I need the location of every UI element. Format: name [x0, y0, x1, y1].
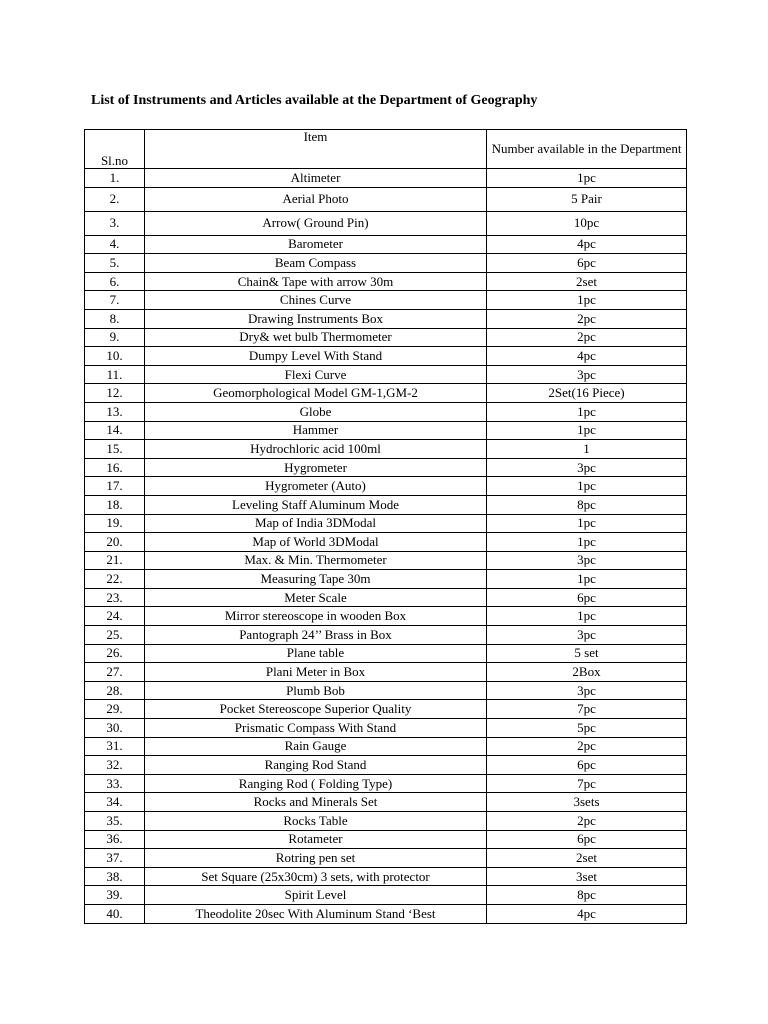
cell-sl-no: 30. [85, 719, 145, 738]
cell-item: Beam Compass [145, 254, 487, 273]
table-row [85, 812, 687, 831]
cell-sl-no: 20. [85, 533, 145, 552]
table-row [85, 607, 687, 626]
cell-item: Drawing Instruments Box [145, 309, 487, 328]
cell-sl-no: 12. [85, 384, 145, 403]
header-item: Item [145, 130, 487, 169]
cell-item: Map of World 3DModal [145, 533, 487, 552]
cell-item: Ranging Rod ( Folding Type) [145, 774, 487, 793]
table-row [85, 495, 687, 514]
cell-sl-no: 7. [85, 291, 145, 310]
cell-number: 1pc [487, 402, 687, 421]
cell-number: 3pc [487, 551, 687, 570]
cell-item: Prismatic Compass With Stand [145, 719, 487, 738]
table-row [85, 570, 687, 589]
cell-item: Rain Gauge [145, 737, 487, 756]
table-row [85, 533, 687, 552]
cell-sl-no: 25. [85, 626, 145, 645]
cell-sl-no: 36. [85, 830, 145, 849]
cell-sl-no: 11. [85, 365, 145, 384]
cell-item: Spirit Level [145, 886, 487, 905]
cell-item: Hygrometer (Auto) [145, 477, 487, 496]
table-row [85, 347, 687, 366]
cell-item: Rocks Table [145, 812, 487, 831]
cell-sl-no: 38. [85, 867, 145, 886]
cell-sl-no: 1. [85, 169, 145, 188]
cell-sl-no: 31. [85, 737, 145, 756]
cell-item: Chines Curve [145, 291, 487, 310]
header-number-available: Number available in the Department [487, 130, 687, 169]
cell-item: Rocks and Minerals Set [145, 793, 487, 812]
cell-item: Hydrochloric acid 100ml [145, 440, 487, 459]
cell-item: Hygrometer [145, 458, 487, 477]
table-row [85, 309, 687, 328]
cell-item: Flexi Curve [145, 365, 487, 384]
table-row [85, 588, 687, 607]
cell-number: 2set [487, 272, 687, 291]
cell-sl-no: 22. [85, 570, 145, 589]
cell-item: Dry& wet bulb Thermometer [145, 328, 487, 347]
cell-number: 3pc [487, 365, 687, 384]
cell-sl-no: 15. [85, 440, 145, 459]
cell-sl-no: 16. [85, 458, 145, 477]
table-row [85, 169, 687, 188]
table-header-row [85, 130, 687, 169]
cell-sl-no: 18. [85, 495, 145, 514]
cell-number: 1pc [487, 169, 687, 188]
cell-item: Rotring pen set [145, 849, 487, 868]
table-row [85, 663, 687, 682]
cell-number: 5 Pair [487, 187, 687, 211]
cell-number: 1pc [487, 570, 687, 589]
table-row [85, 421, 687, 440]
cell-sl-no: 34. [85, 793, 145, 812]
cell-item: Plani Meter in Box [145, 663, 487, 682]
table-row [85, 211, 687, 235]
cell-item: Rotameter [145, 830, 487, 849]
cell-number: 1pc [487, 514, 687, 533]
cell-item: Dumpy Level With Stand [145, 347, 487, 366]
cell-sl-no: 32. [85, 756, 145, 775]
cell-sl-no: 2. [85, 187, 145, 211]
cell-item: Altimeter [145, 169, 487, 188]
table-body [85, 169, 687, 924]
cell-item: Mirror stereoscope in wooden Box [145, 607, 487, 626]
cell-number: 3pc [487, 681, 687, 700]
cell-sl-no: 21. [85, 551, 145, 570]
cell-item: Barometer [145, 235, 487, 254]
cell-number: 4pc [487, 347, 687, 366]
cell-sl-no: 6. [85, 272, 145, 291]
cell-item: Meter Scale [145, 588, 487, 607]
table-row [85, 402, 687, 421]
cell-item: Pocket Stereoscope Superior Quality [145, 700, 487, 719]
cell-item: Map of India 3DModal [145, 514, 487, 533]
cell-number: 2set [487, 849, 687, 868]
table-row [85, 644, 687, 663]
page-title: List of Instruments and Articles available at the Department of Geography [91, 93, 538, 108]
table-row [85, 187, 687, 211]
cell-item: Geomorphological Model GM-1,GM-2 [145, 384, 487, 403]
table-row [85, 458, 687, 477]
cell-sl-no: 27. [85, 663, 145, 682]
table-row [85, 886, 687, 905]
cell-item: Chain& Tape with arrow 30m [145, 272, 487, 291]
cell-number: 1pc [487, 533, 687, 552]
table-row [85, 328, 687, 347]
table-row [85, 551, 687, 570]
cell-item: Arrow( Ground Pin) [145, 211, 487, 235]
cell-item: Theodolite 20sec With Aluminum Stand ‘Best [145, 904, 487, 923]
table-row [85, 830, 687, 849]
table-row [85, 681, 687, 700]
cell-number: 2Set(16 Piece) [487, 384, 687, 403]
cell-number: 3pc [487, 458, 687, 477]
cell-sl-no: 17. [85, 477, 145, 496]
cell-number: 2pc [487, 328, 687, 347]
table-row [85, 514, 687, 533]
cell-sl-no: 24. [85, 607, 145, 626]
cell-item: Plane table [145, 644, 487, 663]
cell-sl-no: 39. [85, 886, 145, 905]
instruments-table [84, 129, 687, 924]
cell-number: 4pc [487, 904, 687, 923]
cell-sl-no: 28. [85, 681, 145, 700]
table-row [85, 774, 687, 793]
cell-sl-no: 40. [85, 904, 145, 923]
table-row [85, 626, 687, 645]
cell-item: Pantograph 24’’ Brass in Box [145, 626, 487, 645]
table-row [85, 867, 687, 886]
cell-number: 3set [487, 867, 687, 886]
cell-number: 1 [487, 440, 687, 459]
cell-item: Ranging Rod Stand [145, 756, 487, 775]
table-row [85, 719, 687, 738]
cell-sl-no: 35. [85, 812, 145, 831]
cell-item: Aerial Photo [145, 187, 487, 211]
cell-number: 4pc [487, 235, 687, 254]
table-row [85, 291, 687, 310]
header-sl-no: Sl.no [85, 130, 145, 169]
cell-number: 2pc [487, 812, 687, 831]
cell-item: Hammer [145, 421, 487, 440]
cell-item: Plumb Bob [145, 681, 487, 700]
cell-sl-no: 3. [85, 211, 145, 235]
cell-sl-no: 29. [85, 700, 145, 719]
cell-sl-no: 10. [85, 347, 145, 366]
cell-sl-no: 37. [85, 849, 145, 868]
cell-number: 5pc [487, 719, 687, 738]
cell-number: 6pc [487, 254, 687, 273]
table-row [85, 384, 687, 403]
cell-sl-no: 19. [85, 514, 145, 533]
table-row [85, 849, 687, 868]
cell-number: 1pc [487, 291, 687, 310]
cell-sl-no: 5. [85, 254, 145, 273]
cell-sl-no: 14. [85, 421, 145, 440]
cell-item: Globe [145, 402, 487, 421]
table-row [85, 365, 687, 384]
cell-number: 2pc [487, 309, 687, 328]
table-row [85, 440, 687, 459]
table-row [85, 904, 687, 923]
table-row [85, 756, 687, 775]
cell-item: Max. & Min. Thermometer [145, 551, 487, 570]
cell-number: 7pc [487, 774, 687, 793]
cell-sl-no: 23. [85, 588, 145, 607]
table-row [85, 254, 687, 273]
table-row [85, 235, 687, 254]
cell-sl-no: 13. [85, 402, 145, 421]
cell-sl-no: 26. [85, 644, 145, 663]
table-row [85, 793, 687, 812]
table-row [85, 700, 687, 719]
cell-number: 10pc [487, 211, 687, 235]
cell-number: 8pc [487, 495, 687, 514]
cell-sl-no: 9. [85, 328, 145, 347]
cell-sl-no: 33. [85, 774, 145, 793]
table-row [85, 737, 687, 756]
cell-number: 1pc [487, 421, 687, 440]
cell-number: 3sets [487, 793, 687, 812]
cell-sl-no: 8. [85, 309, 145, 328]
cell-number: 1pc [487, 607, 687, 626]
cell-number: 6pc [487, 588, 687, 607]
cell-item: Leveling Staff Aluminum Mode [145, 495, 487, 514]
table-row [85, 477, 687, 496]
cell-number: 6pc [487, 756, 687, 775]
cell-number: 2pc [487, 737, 687, 756]
cell-number: 6pc [487, 830, 687, 849]
cell-sl-no: 4. [85, 235, 145, 254]
cell-number: 7pc [487, 700, 687, 719]
cell-number: 1pc [487, 477, 687, 496]
cell-number: 8pc [487, 886, 687, 905]
cell-item: Measuring Tape 30m [145, 570, 487, 589]
cell-number: 2Box [487, 663, 687, 682]
table-row [85, 272, 687, 291]
cell-item: Set Square (25x30cm) 3 sets, with protector [145, 867, 487, 886]
cell-number: 3pc [487, 626, 687, 645]
cell-number: 5 set [487, 644, 687, 663]
